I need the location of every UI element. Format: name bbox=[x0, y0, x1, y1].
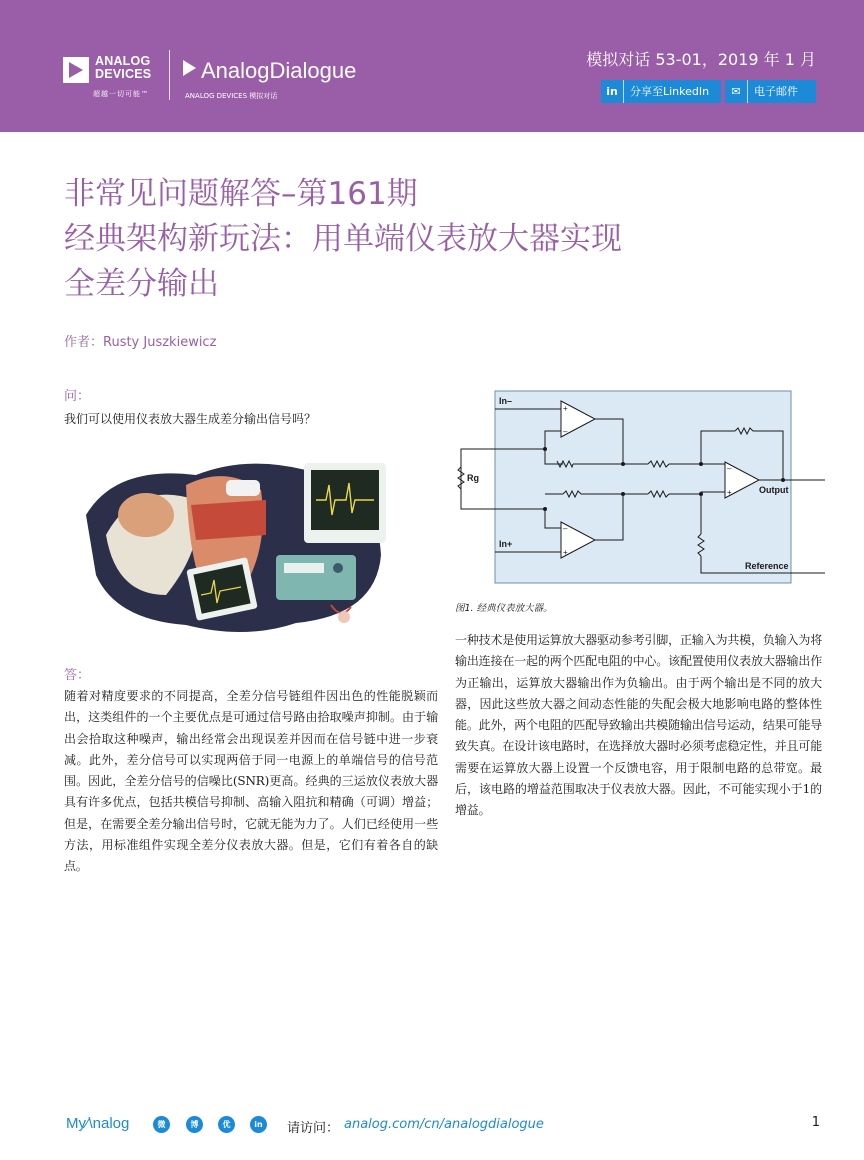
svg-text:–: – bbox=[563, 524, 568, 533]
body-paragraph-right: 一种技术是使用运算放大器驱动参考引脚，正输入为共模，负输入为将输出连接在一起的两个匹配电阻的中心。该配置使用仪表放大器输出作为正输出，运算放大器输出作为负输出。由于两个输出是不同的放大器，因此这些放大器之间动态性能的失配会极大地影响电路的整体性能。此外，两个电阻的匹配导致输出共模随输出信号运动，结果可能导致失真。在设计该电路时，在选择放大器时必须考虑稳定性，并且可能需要在运算放大器上设置一个反馈电容，用于限制电路的总带宽。最后，该电路的增益范围取决于仪表放大器。因此，不可能实现小于1的增益。 bbox=[455, 633, 822, 818]
svg-text:+: + bbox=[727, 488, 732, 497]
dialogue-tagline: ANALOG DEVICES 模拟对话 bbox=[185, 92, 278, 100]
adi-tagline: 超越一切可能™ bbox=[93, 90, 149, 98]
youku-icon[interactable]: 优 bbox=[218, 1116, 235, 1133]
email-icon: ✉ bbox=[725, 80, 748, 103]
myanalog-logo[interactable]: My∕\nalog bbox=[66, 1115, 130, 1132]
wechat-icon[interactable]: 微 bbox=[153, 1116, 170, 1133]
title-line-3: 全差分输出 bbox=[64, 266, 219, 302]
label-output: Output bbox=[759, 485, 789, 495]
answer-paragraph: 随着对精度要求的不同提高，全差分信号链组件因出色的性能脱颖而出，这类组件的一个主要优点是可通过信号路由拾取噪声抑制。由于输出会拾取这种噪声，输出经常会出现误差并因而在信号链中进一步衰减。此外，差分信号可以实现两倍于同一电源上的单端信号的信号范围。因此，全差分信号的信噪比(SNR)更高。经典的三运放仪表放大器具有许多优点，包括共模信号抑制、高输入阻抗和精确（可调）增益；但是，在需要全差分输出信号时，它就无能为力了。人们已经使用一些方法，用标准组件实现全差分仪表放大器。但是，它们有着各自的缺点。 bbox=[64, 689, 438, 874]
instrumentation-amplifier-diagram bbox=[453, 389, 828, 589]
question-text: 我们可以使用仪表放大器生成差分输出信号吗？ bbox=[64, 412, 317, 426]
label-in-minus: In– bbox=[499, 396, 513, 406]
title-line-2: 经典架构新玩法：用单端仪表放大器实现 bbox=[64, 221, 622, 257]
svg-text:–: – bbox=[563, 427, 568, 436]
page-number: 1 bbox=[811, 1115, 820, 1130]
linkedin-icon[interactable]: in bbox=[250, 1116, 267, 1133]
rarely-asked-questions-illustration bbox=[76, 445, 392, 640]
adi-triangle-icon bbox=[63, 57, 89, 83]
issue-date: 模拟对话 53-01，2019 年 1 月 bbox=[586, 50, 816, 69]
visit-label: 请访问： bbox=[287, 1121, 340, 1136]
analog-dialogue-link[interactable]: analog.com/cn/analogdialogue bbox=[344, 1117, 544, 1132]
weibo-icon[interactable]: 博 bbox=[186, 1116, 203, 1133]
figure-caption: 图1. 经典仪表放大器。 bbox=[455, 603, 553, 614]
label-reference: Reference bbox=[745, 561, 789, 571]
dialogue-logo-text: AnalogDialogue bbox=[201, 58, 357, 83]
svg-text:+: + bbox=[563, 548, 568, 557]
question-label: 问： bbox=[64, 389, 91, 404]
article-title bbox=[64, 172, 622, 307]
share-email-button[interactable] bbox=[725, 80, 816, 103]
share-email-label: 电子邮件 bbox=[754, 85, 798, 98]
svg-text:–: – bbox=[727, 464, 732, 473]
header-banner bbox=[0, 0, 864, 132]
author-line: 作者：Rusty Juszkiewicz bbox=[64, 335, 217, 350]
svg-text:+: + bbox=[563, 404, 568, 413]
answer-label: 答： bbox=[64, 668, 91, 683]
title-line-1: 非常见问题解答–第161期 bbox=[64, 176, 418, 212]
adi-logo-text: ANALOG DEVICES bbox=[95, 54, 152, 81]
dialogue-triangle-icon bbox=[183, 60, 196, 76]
share-linkedin-label: 分享至LinkedIn bbox=[630, 85, 710, 98]
share-linkedin-button[interactable] bbox=[601, 80, 721, 103]
label-rg: Rg bbox=[467, 473, 479, 483]
logo-divider bbox=[169, 50, 170, 100]
linkedin-icon: in bbox=[601, 80, 624, 103]
label-in-plus: In+ bbox=[499, 539, 513, 549]
